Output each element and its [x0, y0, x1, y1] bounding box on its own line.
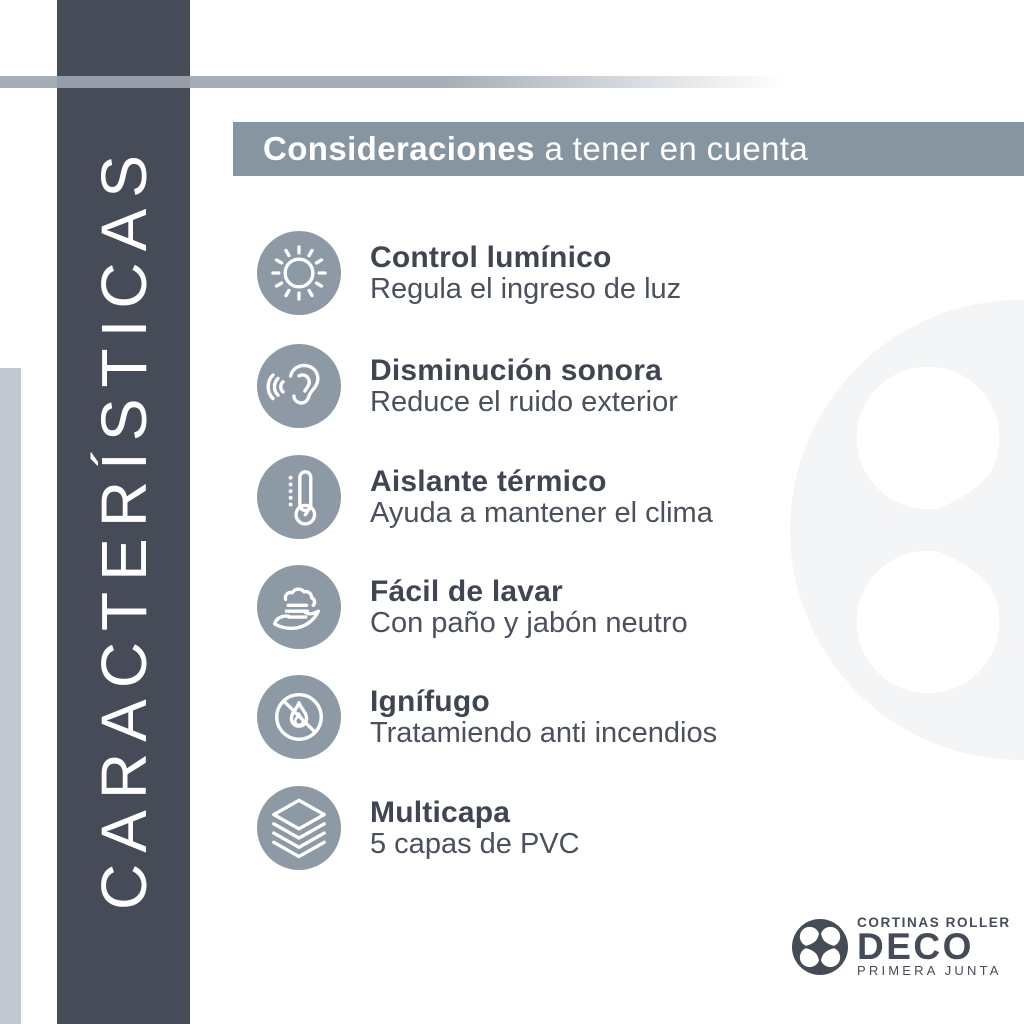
header-title-bold: Consideraciones	[263, 130, 535, 167]
vertical-page-title: CARACTERÍSTICAS	[87, 144, 160, 910]
hand-wash-icon	[257, 565, 341, 649]
thermometer-icon	[257, 455, 341, 539]
feature-row-ignifugo	[257, 675, 717, 759]
feature-row-multicapa	[257, 786, 580, 870]
feature-title: Fácil de lavar	[370, 574, 563, 608]
feature-row-disminucion-sonora	[257, 344, 678, 428]
layers-icon	[257, 786, 341, 870]
feature-subtitle: 5 capas de PVC	[370, 827, 580, 860]
header-title	[233, 130, 808, 168]
top-accent-band	[0, 76, 800, 88]
brand-name: DECO	[857, 926, 974, 967]
deco-flower-icon	[792, 919, 848, 975]
feature-subtitle: Tratamiendo anti incendios	[370, 716, 718, 749]
feature-row-facil-de-lavar	[257, 565, 688, 649]
feature-title: Aislante térmico	[370, 464, 607, 498]
sun-icon	[257, 231, 341, 315]
header-bar	[233, 122, 1024, 176]
feature-row-aislante-termico	[257, 455, 713, 539]
feature-title: Multicapa	[370, 795, 511, 829]
ear-icon	[257, 344, 341, 428]
feature-subtitle: Ayuda a mantener el clima	[370, 496, 713, 529]
header-title-rest: a tener en cuenta	[534, 130, 809, 167]
brand-logo	[792, 915, 1011, 978]
feature-title: Disminución sonora	[370, 353, 662, 387]
brand-line-top: CORTINAS ROLLER	[857, 915, 1011, 930]
feature-title: Ignífugo	[370, 684, 490, 718]
feature-title: Control lumínico	[370, 240, 612, 274]
feature-subtitle: Con paño y jabón neutro	[370, 606, 688, 639]
feature-subtitle: Regula el ingreso de luz	[370, 272, 682, 305]
sidebar-bar	[57, 0, 190, 1024]
watermark-flower-icon	[790, 300, 1024, 760]
no-fire-icon	[257, 675, 341, 759]
left-accent-strip	[0, 368, 21, 1024]
brand-line-bottom: PRIMERA JUNTA	[857, 963, 1002, 978]
feature-row-control-luminico	[257, 231, 681, 315]
feature-subtitle: Reduce el ruido exterior	[370, 385, 678, 418]
